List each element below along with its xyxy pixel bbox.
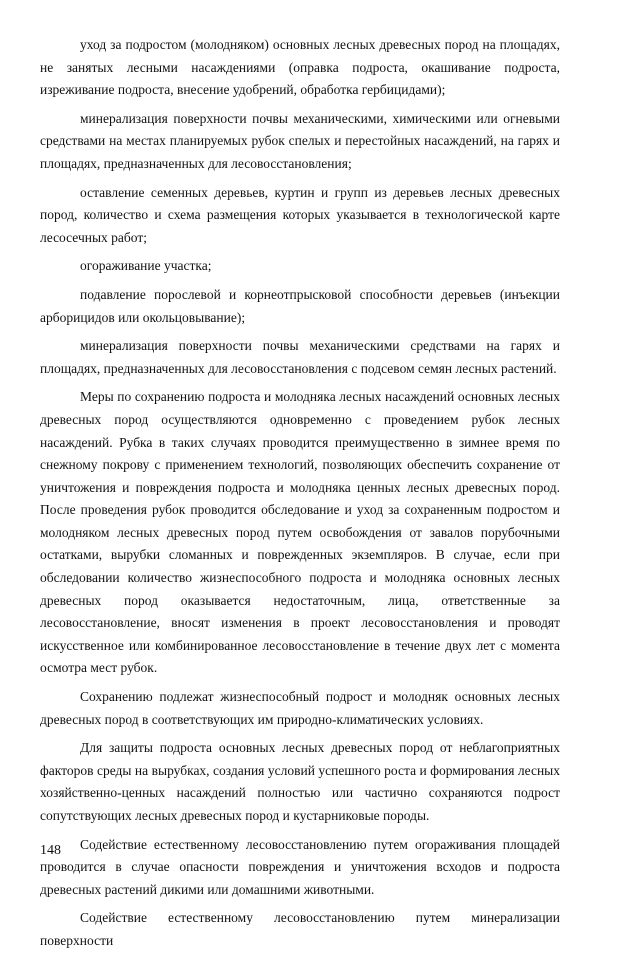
page-number: 148 bbox=[40, 843, 61, 858]
paragraph-seed-trees: оставление семенных деревьев, куртин и групп из деревьев лесных древесных пород, количество и схема размещения которых указывается в технологической карте лесосечных работ; bbox=[40, 184, 560, 245]
paragraph-fencing: огораживание участка; bbox=[80, 258, 212, 274]
paragraph-fencing-assistance: Содействие естественному лесовосстановлению путем огораживания площадей проводится в случае опасности повреждения и уничтожения всходов и подроста древесных растений дикими или домашними животными. bbox=[40, 836, 560, 897]
paragraph-viable-undergrowth: Сохранению подлежат жизнеспособный подрост и молодняк основных лесных древесных пород в соответствующих им природно-климатических условиях. bbox=[40, 689, 560, 727]
paragraph-undergrowth-care: уход за подростом (молодняком) основных лесных древесных пород на площадях, не занятых лесными насаждениями (оправка подроста, окашивание подроста, изреживание подроста, внесение удобрений, обработка гербицидами); bbox=[40, 37, 560, 98]
paragraph-preservation-measures: Меры по сохранению подроста и молодняка лесных насаждений основных лесных древесных пород осуществляются одновременно с проведением рубок лесных насаждений. Рубка в таких случаях проводится преимущественно в зимнее время по снежному покрову с применением технологий, позволяющих обеспечить сохранение от уничтожения и повреждения подроста и молодняка ценных лесных древесных пород. После проведения рубок проводится обследование и уход за сохраненным подростом и молодняком лесных древесных пород путем освобождения от завалов порубочными остатками, вырубки сломанных и поврежденных экземпляров. В случае, если при обследовании количество жизнеспособного подроста и молодняка основных лесных древесных пород оказывается недостаточным, лица, ответственные за лесовосстановление, вносят изменения в проект лесовосстановления и проводят искусственное или комбинированное лесовосстановление в течение двух лет с момента осмотра мест рубок. bbox=[40, 389, 560, 676]
paragraph-undergrowth-protection: Для защиты подроста основных лесных древесных пород от неблагоприятных факторов среды на вырубках, создания условий успешного роста и формирования лесных хозяйственно-ценных насаждений полностью или частично сохраняются подрост сопутствующих лесных древесных пород и кустарниковые породы. bbox=[40, 740, 560, 823]
paragraph-burn-mineralization: минерализация поверхности почвы механическими средствами на гарях и площадях, предназначенных для лесовосстановления с подсевом семян лесных растений. bbox=[40, 338, 560, 376]
paragraph-soil-mineralization: минерализация поверхности почвы механическими, химическими или огневыми средствами на местах планируемых рубок спелых и перестойных насаждений, на гарях и площадях, предназначенных для лесовосстановления; bbox=[40, 110, 560, 171]
paragraph-mineralization-assistance: Содействие естественному лесовосстановлению путем минерализации поверхности bbox=[40, 910, 560, 948]
paragraph-sprout-suppression: подавление порослевой и корнеотпрысковой способности деревьев (инъекции арборицидов или окольцовывание); bbox=[40, 286, 560, 325]
document-body bbox=[40, 34, 560, 953]
